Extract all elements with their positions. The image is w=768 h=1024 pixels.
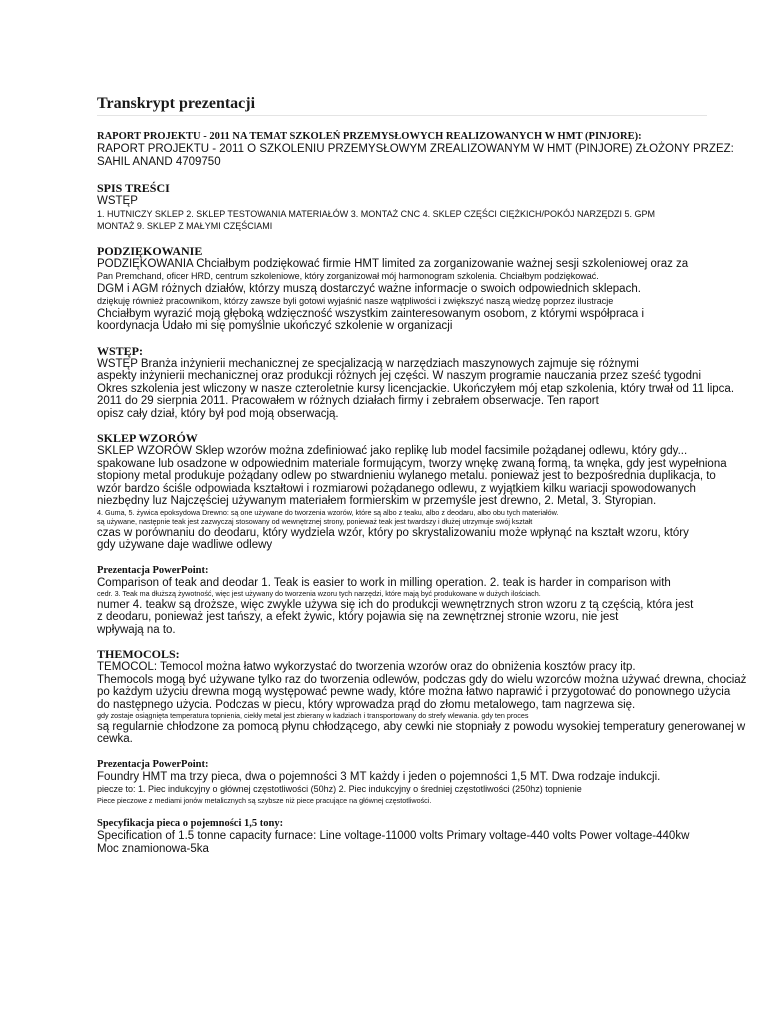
themocols-line: są regularnie chłodzone za pomocą płynu chłodzącego, aby cewki nie stopniały z powodu wysokiej temperatury generowanej w bbox=[97, 720, 746, 733]
patterns-line: spakowane lub osadzone w odpowiednim materiale formującym, tworzy wnękę zwaną formą, ta wnęka, gdy jest wypełniona bbox=[97, 457, 727, 470]
thanks-heading: PODZIĘKOWANIE bbox=[97, 243, 203, 258]
spec-heading: Specyfikacja pieca o pojemności 1,5 tony: bbox=[97, 818, 284, 829]
thanks-line: PODZIĘKOWANIA Chciałbym podziękować firmie HMT limited za zorganizowanie ważnej sesji szkoleniowej oraz za bbox=[97, 257, 689, 270]
thanks-line: koordynacja Udało mi się pomyślnie ukończyć szkolenie w organizacji bbox=[97, 320, 453, 332]
thanks-line: DGM i AGM różnych działów, którzy muszą dostarczyć ważne informacje o swoich odpowiednich sklepach. bbox=[97, 282, 641, 295]
report-line: RAPORT PROJEKTU - 2011 O SZKOLENIU PRZEMYSŁOWYM ZREALIZOWANYM W HMT (PINJORE) ZŁOŻONY PRZEZ: bbox=[97, 143, 734, 155]
toc-line: MONTAŻ 9. SKLEP Z MAŁYMI CZĘŚCIAMI bbox=[97, 221, 273, 231]
report-line: SAHIL ANAND 4709750 bbox=[97, 155, 221, 168]
patterns-line: są używane, następnie teak jest zazwyczaj stosowany od wewnętrznej strony, ponieważ teak jest twardszy i dłużej utrzymuje swój kształt bbox=[97, 517, 533, 526]
themocols-line: do następnego użycia. Podczas w piecu, który wprowadza prąd do złomu metalowego, tam nagrzewa się. bbox=[97, 698, 636, 711]
themocols-line: Themocols mogą być używane tylko raz do tworzenia odlewów, podczas gdy do wielu wzorców można używać drewna, chociaż bbox=[97, 673, 747, 686]
patterns-line: wzór bardzo ściśle odpowiada kształtowi i rozmiarowi pożądanego odlewu, z wyjątkiem kilku wariacji spowodowanych bbox=[97, 482, 696, 495]
intro-heading: WSTĘP: bbox=[97, 343, 144, 358]
themocols-line: gdy zostaje osiągnięta temperatura topnienia, ciekły metal jest zbierany w kadziach i transportowany do strefy wlewania. gdy ten proces bbox=[97, 711, 529, 720]
ppt1-heading: Prezentacja PowerPoint: bbox=[97, 564, 209, 576]
ppt2-heading: Prezentacja PowerPoint: bbox=[97, 758, 209, 770]
report-section bbox=[97, 130, 734, 168]
themocols-heading: THEMOCOLS: bbox=[97, 647, 180, 661]
intro-line: opisz cały dział, który był pod moją obserwacją. bbox=[97, 407, 339, 420]
thanks-line: dziękuję również pracownikom, którzy zawsze byli gotowi wyjaśnić nasze wątpliwości i zwiększyć naszą wiedzę poprzez ilustracje bbox=[97, 296, 614, 306]
patterns-line: gdy używane daje wadliwe odlewy bbox=[97, 539, 273, 551]
patterns-line: stopiony metal produkuje pożądany odlew po stwardnieniu wylanego metalu. ponieważ jest to bezpośrednia duplikacja, to bbox=[97, 470, 716, 482]
themocols-line: po każdym użyciu drewna mogą występować pewne wady, które można łatwo naprawić i przygotować do ponownego użycia bbox=[97, 686, 731, 698]
toc-line: 1. HUTNICZY SKLEP 2. SKLEP TESTOWANIA MATERIAŁÓW 3. MONTAŻ CNC 4. SKLEP CZĘŚCI CIĘŻKICH/POKÓJ NARZĘDZI 5. GPM bbox=[97, 208, 655, 219]
patterns-line: 4. Guma, 5. żywica epoksydowa Drewno: są one używane do tworzenia wzorów, które są albo z teaku, albo z deodaru, albo obu tych materiałów. bbox=[97, 507, 559, 517]
ppt2-line: Foundry HMT ma trzy pieca, dwa o pojemności 3 MT każdy i jeden o pojemności 1,5 MT. Dwa rodzaje indukcji. bbox=[97, 770, 661, 783]
thanks-line: Pan Premchand, oficer HRD, centrum szkoleniowe, który zorganizował mój harmonogram szkolenia. Chciałbym podziękować. bbox=[97, 271, 599, 281]
toc-line: WSTĘP bbox=[97, 195, 138, 207]
patterns-line: SKLEP WZORÓW Sklep wzorów można zdefiniować jako replikę lub model facsimile pożądanej odlewu, który gdy... bbox=[97, 445, 688, 457]
themocols-line: cewka. bbox=[97, 733, 133, 745]
ppt1-line: z deodaru, ponieważ jest tańszy, a efekt żywic, który pojawia się na zewnętrznej stronie wzoru, nie jest bbox=[97, 611, 619, 623]
patterns-section bbox=[97, 432, 728, 552]
toc-section bbox=[97, 182, 728, 233]
spec-section bbox=[97, 817, 728, 855]
ppt1-section bbox=[97, 564, 728, 637]
intro-section bbox=[97, 343, 735, 421]
intro-line: 2011 do 29 sierpnia 2011. Pracowałem w różnych działach firmy i zebrałem obserwacje. Ten raport bbox=[97, 395, 599, 407]
intro-line: Okres szkolenia jest wliczony w nasze czteroletnie kursy licencjackie. Ukończyłem mój etap szkolenia, który trwał od 11 lipca. bbox=[97, 382, 735, 395]
patterns-heading: SKLEP WZORÓW bbox=[97, 431, 198, 445]
thanks-line: Chciałbym wyrazić moją głęboką wdzięczność wszystkim zainteresowanym osobom, z którymi współpraca i bbox=[97, 307, 645, 320]
intro-line: WSTĘP Branża inżynierii mechanicznej ze specjalizacją w narzędziach maszynowych zajmuje się różnymi bbox=[97, 357, 639, 370]
report-heading: RAPORT PROJEKTU - 2011 NA TEMAT SZKOLEŃ PRZEMYSŁOWYCH REALIZOWANYCH W HMT (PINJORE): bbox=[97, 131, 642, 142]
ppt2-line: Piece pieczowe z mediami jonów metalicznych są szybsze niż piece pracujące na głównej częstotliwości. bbox=[97, 795, 432, 805]
ppt1-line: cedr. 3. Teak ma dłuższą żywotność, więc jest używany do tworzenia wzoru tych narzędzi, które mają być produkowane w dużych ilościach. bbox=[97, 589, 541, 598]
toc-heading: SPIS TREŚCI bbox=[97, 181, 170, 195]
intro-line: aspekty inżynierii mechanicznej oraz produkcji różnych jej części. W naszym programie nauczania przez sześć tygodni bbox=[97, 370, 702, 382]
patterns-line: niezbędny luz Najczęściej używanym materiałem formierskim w przemyśle jest drewno, 2. Metal, 3. Styropian. bbox=[97, 495, 657, 507]
ppt1-line: wpływają na to. bbox=[97, 623, 176, 636]
thanks-section bbox=[97, 245, 728, 333]
themocols-line: TEMOCOL: Temocol można łatwo wykorzystać do tworzenia wzorów oraz do obniżenia kosztów pracy itp. bbox=[97, 661, 636, 673]
ppt1-line: Comparison of teak and deodar 1. Teak is easier to work in milling operation. 2. teak is harder in comparison with bbox=[97, 576, 671, 589]
ppt2-section bbox=[97, 758, 728, 806]
patterns-line: czas w porównaniu do deodaru, który wydziela wzór, który po skrystalizowaniu może wpłynąć na kształt wzoru, który bbox=[97, 526, 689, 539]
themocols-section bbox=[97, 647, 747, 746]
ppt1-line: numer 4. teakw są droższe, więc zwykle używa się ich do produkcji wewnętrznych stron wzoru z tą częścią, która jest bbox=[97, 598, 694, 611]
ppt2-line: piecze to: 1. Piec indukcyjny o głównej częstotliwości (50hz) 2. Piec indukcyjny o średniej częstotliwości (250hz) topnienie bbox=[97, 784, 582, 794]
spec-line: Moc znamionowa-5ka bbox=[97, 842, 209, 855]
spec-line: Specification of 1.5 tonne capacity furnace: Line voltage-11000 volts Primary voltage-440 volts Power voltage-440kw bbox=[97, 830, 690, 842]
page-title: Transkrypt prezentacji bbox=[97, 95, 707, 116]
